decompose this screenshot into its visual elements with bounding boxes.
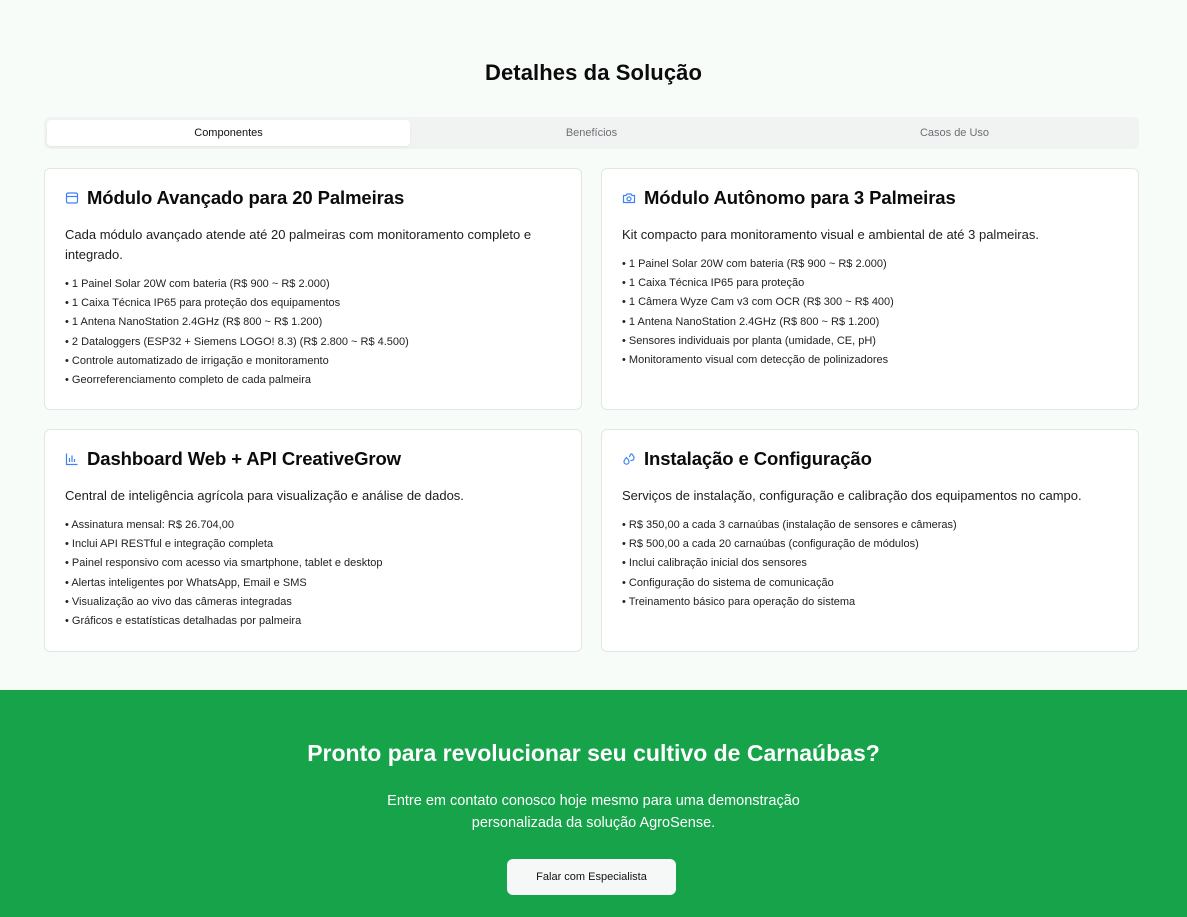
tab-componentes[interactable]: Componentes [47,120,410,146]
droplets-icon [622,452,636,466]
card-item-list [622,255,1118,370]
cta-subtitle-line: Entre em contato conosco hoje mesmo para uma demonstração [387,793,800,809]
list-item: • Sensores individuais por planta (umidade, CE, pH) [622,332,1118,351]
card-description: Central de inteligência agrícola para visualização e análise de dados. [65,488,464,503]
card-item-list [65,516,561,631]
list-item: • 1 Caixa Técnica IP65 para proteção [622,274,1118,293]
list-item: • R$ 500,00 a cada 20 carnaúbas (configuração de módulos) [622,535,1118,554]
list-item: • Georreferenciamento completo de cada palmeira [65,371,561,390]
list-item: • R$ 350,00 a cada 3 carnaúbas (instalação de sensores e câmeras) [622,516,1118,535]
tab-casos-de-uso[interactable]: Casos de Uso [919,127,990,139]
list-item: • 1 Painel Solar 20W com bateria (R$ 900 ~ R$ 2.000) [622,255,1118,274]
cta-subtitle-line: personalizada da solução AgroSense. [471,815,716,831]
card-item-list [65,275,561,390]
camera-icon [622,191,636,205]
list-item: • Painel responsivo com acesso via smartphone, tablet e desktop [65,554,561,573]
list-item: • 1 Antena NanoStation 2.4GHz (R$ 800 ~ R$ 1.200) [65,313,561,332]
card-title: Módulo Avançado para 20 Palmeiras [87,187,405,208]
tab-list [44,117,1139,149]
browser-window-icon [65,191,79,205]
cta-title: Pronto para revolucionar seu cultivo de Carnaúbas? [307,740,880,766]
list-item: • Controle automatizado de irrigação e monitoramento [65,352,561,371]
cta-subtitle [0,790,1187,834]
list-item: • 1 Câmera Wyze Cam v3 com OCR (R$ 300 ~ R$ 400) [622,293,1118,312]
list-item: • Treinamento básico para operação do sistema [622,593,1118,612]
card-title: Instalação e Configuração [644,448,872,469]
list-item: • Inclui API RESTful e integração completa [65,535,561,554]
list-item: • 1 Painel Solar 20W com bateria (R$ 900 ~ R$ 2.000) [65,275,561,294]
list-item: • 1 Caixa Técnica IP65 para proteção dos equipamentos [65,294,561,313]
section-title: Detalhes da Solução [484,60,703,85]
contact-specialist-button[interactable]: Falar com Especialista [507,859,676,895]
list-item: • Alertas inteligentes por WhatsApp, Email e SMS [65,574,561,593]
list-item: • Inclui calibração inicial dos sensores [622,554,1118,573]
list-item: • 1 Antena NanoStation 2.4GHz (R$ 800 ~ R$ 1.200) [622,313,1118,332]
card-modulo-autonomo [601,168,1139,410]
list-item: • 2 Dataloggers (ESP32 + Siemens LOGO! 8.3) (R$ 2.800 ~ R$ 4.500) [65,333,561,352]
list-item: • Visualização ao vivo das câmeras integradas [65,593,561,612]
tab-beneficios[interactable]: Benefícios [565,127,618,139]
card-instalacao [601,429,1139,652]
card-title: Dashboard Web + API CreativeGrow [87,448,401,469]
list-item: • Gráficos e estatísticas detalhadas por palmeira [65,612,561,631]
bar-chart-icon [65,452,79,466]
card-description: Serviços de instalação, configuração e calibração dos equipamentos no campo. [622,488,1082,503]
list-item: • Monitoramento visual com detecção de polinizadores [622,351,1118,370]
card-description: Kit compacto para monitoramento visual e ambiental de até 3 palmeiras. [622,227,1039,242]
card-title: Módulo Autônomo para 3 Palmeiras [644,187,956,208]
card-item-list [622,516,1118,612]
card-description: Cada módulo avançado atende até 20 palmeiras com monitoramento completo e integrado. [65,227,532,262]
list-item: • Assinatura mensal: R$ 26.704,00 [65,516,561,535]
card-dashboard-web [44,429,582,652]
list-item: • Configuração do sistema de comunicação [622,574,1118,593]
cta-section [0,690,1187,917]
card-modulo-avancado [44,168,582,410]
